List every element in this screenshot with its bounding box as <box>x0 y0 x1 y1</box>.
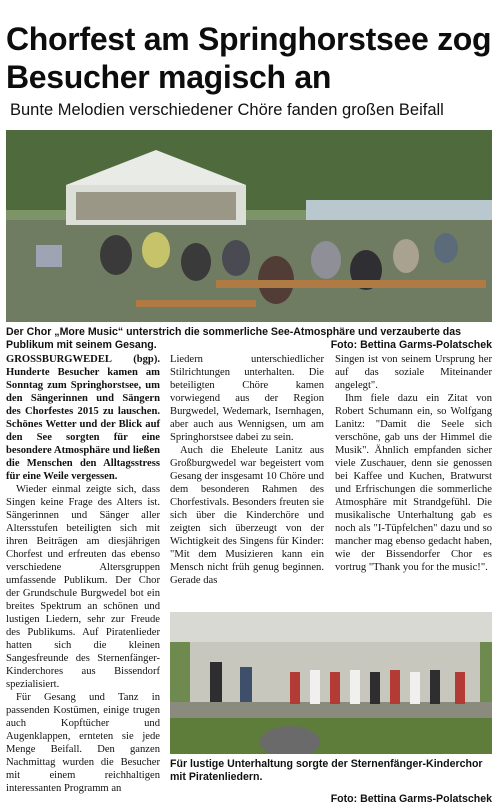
article-lead-text: Hunderte Besucher kamen am Sonntag zum Springhorstsee, um den Sängerinnen und Sängern des Chorfestes 2015 zu lauschen. Schönes Wetter und der Blick auf den See sorgten für eine besondere Atmosphäre und ließen die Menschen den Alltagsstress für eine Weile vergessen. <box>6 367 160 482</box>
article-paragraph: Für Gesang und Tanz in passenden Kostümen, einige trugen auch Kopftücher und Augenklappen, ernteten sie jede Menge Beifall. Den ganzen Nachmittag wurden die Besucher mit einem reichhaltigen interessanten Programm an <box>6 692 160 794</box>
article-paragraph: Singen ist von seinem Ursprung her auf das soziale Miteinander angelegt". <box>335 354 492 391</box>
headline: Chorfest am Springhorstsee zog Besucher magisch an <box>6 21 492 95</box>
article-paragraph: Ihm fiele dazu ein Zitat von Robert Schumann ein, so Wolfgang Lanitz: "Damit die Seele sich verschöne, gab uns der Himmel die Musik". Ähnlich empfanden sicher viele Zuschauer, denn sie genossen bei Kaffee und Kuchen, Bratwurst und Erfrischungen die sommerliche Atmosphäre mit Strandgefühl. Die musikalische Unterhaltung gab es noch als "I-Tüpfelchen" dazu und so mancher mag ebenso gedacht haben, wie der Bissendorfer Chor es vortrug "Thank you for the music!". <box>335 393 492 573</box>
article-column-3 <box>335 353 492 574</box>
bottom-photo <box>170 612 492 754</box>
top-photo <box>6 130 492 322</box>
top-photo-credit: Foto: Bettina Garms-Polatschek <box>330 339 492 351</box>
article-column-1 <box>6 353 160 795</box>
bottom-photo-credit: Foto: Bettina Garms-Polatschek <box>330 793 492 805</box>
top-photo-caption: Der Chor „More Music“ unterstrich die sommerliche See-Atmosphäre und verzauberte das Publikum mit seinem Gesang. <box>6 326 462 351</box>
bottom-photo-caption: Für lustige Unterhaltung sorgte der Sternenfänger-Kinderchor mit Piratenliedern. <box>170 758 483 783</box>
article-paragraph: Auch die Eheleute Lanitz aus Großburgwedel war begeistert vom Gesang der insgesamt 10 Chöre und dem besonderen Rahmen des Chorfestivals. Besonders freuten sie sich über die Kinderchöre und zeigten sich überzeugt von der Wichtigkeit des Singens für Kinder: "Mit dem Musizieren kann ein Mensch nicht früh genug beginnen. Gerade das <box>170 445 324 586</box>
article-lead <box>6 353 160 483</box>
article-paragraph: Liedern unterschiedlicher Stilrichtungen unterhalten. Die beteiligten Chöre kamen vorwiegend aus der Region Burgwedel, Wedemark, Isernhagen, aber auch aus Wennigsen, um am Springhorstsee dabei zu sein. <box>170 354 324 443</box>
top-photo-image <box>6 130 492 322</box>
bottom-photo-caption-block <box>170 758 492 806</box>
article-dateline: GROSSBURGWEDEL (bgp). <box>6 354 160 365</box>
article-column-2 <box>170 353 324 587</box>
article-paragraph: Wieder einmal zeigte sich, dass Singen keine Frage des Alters ist. Sängerinnen und Sänger aller Altersstufen beteiligten sich mit ihren Beiträgen am diesjährigen Chorfest und erfreuten das ebenso verschiedene Altersgruppen umfassende Publikum. Der Chor der Grundschule Burgwedel bot ein breites Spektrum an schönen und lustigen Liedern, sehr zur Freude des Publikums. Auf Piratenlieder hatten sich die kleinen Sangesfreunde des Sternenfänger-Kinderchores aus Bissendorf spezialisiert. <box>6 484 160 690</box>
bottom-photo-image <box>170 612 492 754</box>
top-photo-caption-block <box>6 326 492 352</box>
subheadline: Bunte Melodien verschiedener Chöre fanden großen Beifall <box>10 101 444 119</box>
